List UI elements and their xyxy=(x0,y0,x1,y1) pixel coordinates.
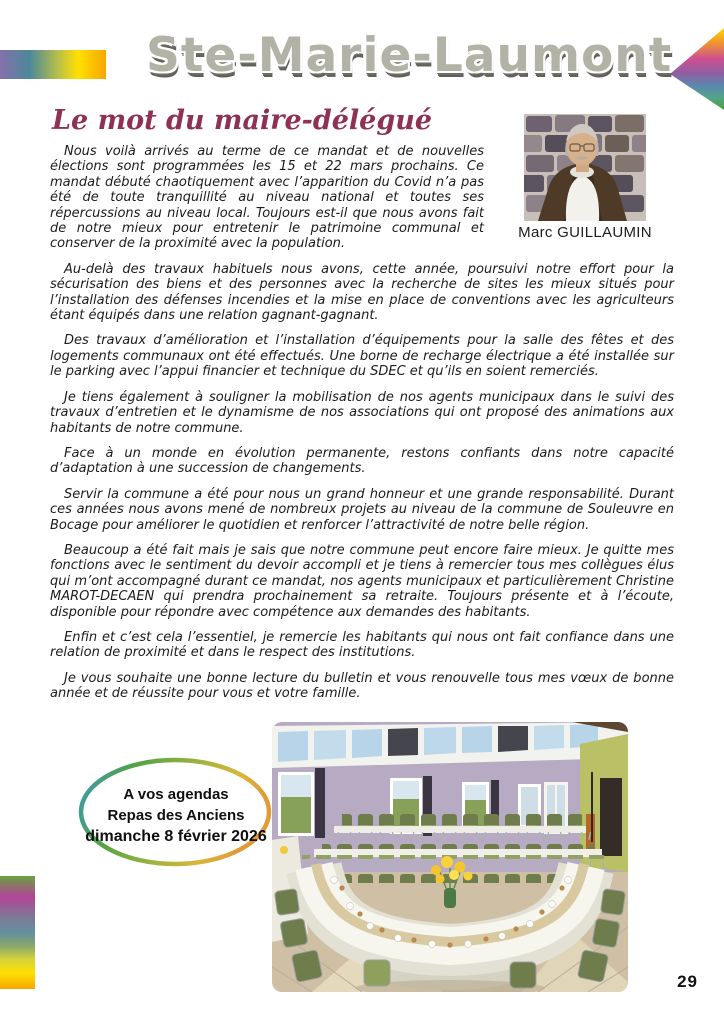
agenda-callout xyxy=(76,756,276,870)
mayor-article xyxy=(50,144,674,702)
page-number: 29 xyxy=(677,972,698,991)
agenda-text xyxy=(76,756,276,870)
rainbow-bar-bottom-icon xyxy=(0,876,35,989)
agenda-line-3: dimanche 8 février 2026 xyxy=(85,827,267,845)
paragraph: Au-delà des travaux habituels nous avons, cette année, poursuivi notre effort pour la sécurisation des biens et des personnes avec la recherche de sites les mieux situés pour l’installation des défenses incendies et la mise en place de conventions avec les agriculteurs étant équipés dans une relation gagnant-gagnant. xyxy=(50,261,674,324)
paragraph: Je vous souhaite une bonne lecture du bulletin et vous renouvelle tous mes vœux de bonne année et de réussite pour vous et votre famille. xyxy=(50,670,674,702)
rainbow-arrow-icon xyxy=(664,24,724,112)
page-title: Ste-Marie-Laumont xyxy=(146,28,673,83)
mayor-photo-caption: Marc GUILLAUMIN xyxy=(518,224,652,241)
paragraph: Je tiens également à souligner la mobilisation de nos agents municipaux dans le suivi des travaux d’entretien et le dynamisme de nos associations qui ont proposé des animations aux habitants de notre commune. xyxy=(50,389,674,436)
main-content xyxy=(50,104,674,712)
agenda-line-2: Repas des Anciens xyxy=(107,806,245,824)
mayor-photo xyxy=(524,114,646,221)
mayor-photo-box xyxy=(496,114,674,240)
paragraph: Beaucoup a été fait mais je sais que notre commune peut encore faire mieux. Je quitte mes fonctions avec le sentiment du devoir accompli et je tiens à remercier tous mes collègues élus qui m’ont accompagné durant ce mandat, nos agents municipaux et particulièrement Christine MAROT-DECAEN qui prendra prochainement sa retraite. Toujours présente et à l’écoute, disponible pour répondre avec compétence aux demandes des habitants. xyxy=(50,542,674,620)
agenda-line-1: A vos agendas xyxy=(123,785,229,803)
paragraph: Enfin et c’est cela l’essentiel, je remercie les habitants qui nous ont fait confiance dans une relation de proximité et dans le respect des institutions. xyxy=(50,629,674,661)
paragraph: Nous voilà arrivés au terme de ce mandat et de nouvelles élections sont programmées les 15 et 22 mars prochains. Ce mandat débuté chaotiquement avec l’apparition du Covid n’a pas été de toute tranquillité au niveau national et toutes ses répercussions au niveau local. Toujours est-il que nous avons fait de notre mieux pour entretenir le patrimoine communal et conserver de la proximité avec la population. xyxy=(50,144,484,252)
paragraph: Servir la commune a été pour nous un grand honneur et une grande responsabilité. Durant ces années nous avons mené de nombreux projets au niveau de la commune de Souleuvre en Bocage pour améliorer le quotidien et renforcer l’attractivité de notre belle région. xyxy=(50,486,674,533)
paragraph: Des travaux d’amélioration et l’installation d’équipements pour la salle des fêtes et des logements communaux ont été effectués. Une borne de recharge électrique a été installée sur le parking avec l’appui financier et technique du SDEC et qu’ils en soient remerciés. xyxy=(50,333,674,380)
rainbow-bar-top-icon xyxy=(0,50,106,79)
section-heading: Le mot du maire-délégué xyxy=(52,105,433,136)
dining-hall-photo xyxy=(272,722,628,992)
paragraph: Face à un monde en évolution permanente, restons confiants dans notre capacité d’adaptation à une succession de changements. xyxy=(50,445,674,477)
